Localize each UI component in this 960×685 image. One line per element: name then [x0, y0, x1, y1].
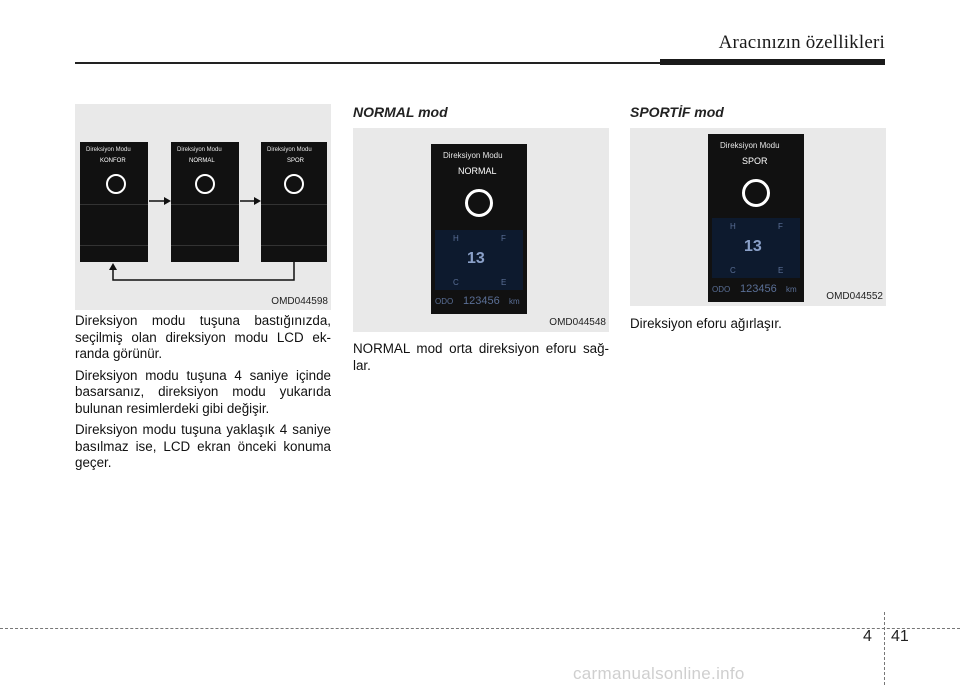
figure-mode-cycle — [75, 104, 331, 310]
odo-label: ODO — [712, 285, 731, 294]
lcd-title: Direksiyon Modu — [177, 147, 222, 153]
figure-code: OMD044598 — [271, 296, 328, 307]
lcd-screen — [708, 134, 804, 302]
normal-mode-text: NORMAL mod orta direksiyon eforu sağ-lar. — [353, 341, 609, 373]
col1-body — [75, 313, 331, 477]
lcd-title: Direksiyon Modu — [86, 147, 131, 153]
figure-sport-mode — [630, 128, 886, 306]
fuel-full-label: F — [501, 234, 506, 243]
header-bar — [660, 59, 885, 65]
chapter-number: 4 — [863, 628, 872, 645]
figure-code: OMD044552 — [826, 291, 883, 302]
steering-wheel-icon — [742, 179, 770, 207]
gear-indicator: 13 — [467, 250, 485, 267]
lcd-mode-label: NORMAL — [458, 166, 497, 176]
fuel-full-label: F — [778, 222, 783, 231]
odo-value: 123456 — [463, 295, 500, 307]
header-rule — [75, 62, 660, 64]
paragraph: Direksiyon modu tuşuna yaklaşık 4 saniye basılmaz ise, LCD ekran önceki konuma geçer. — [75, 422, 331, 470]
odo-unit: km — [509, 297, 520, 306]
page-header-title: Aracınızın özellikleri — [718, 32, 885, 53]
temp-high-label: H — [730, 222, 736, 231]
lcd-title: Direksiyon Modu — [443, 151, 503, 160]
temp-high-label: H — [453, 234, 459, 243]
odo-label: ODO — [435, 297, 454, 306]
lcd-mode-label: NORMAL — [189, 158, 215, 164]
mode-cycle-arrows — [75, 104, 331, 310]
footer-rule — [0, 628, 960, 629]
gear-indicator: 13 — [744, 238, 762, 255]
paragraph: Direksiyon modu tuşuna bastığınızda, seçilmiş olan direksiyon modu LCD ek-randa görünür. — [75, 313, 331, 361]
sport-mode-text: Direksiyon eforu ağırlaşır. — [630, 316, 782, 331]
footer-divider — [884, 612, 885, 685]
figure-code: OMD044548 — [549, 317, 606, 328]
lcd-mode-label: SPOR — [742, 156, 768, 166]
temp-cold-label: C — [453, 278, 459, 287]
temp-cold-label: C — [730, 266, 736, 275]
page-number: 41 — [891, 628, 909, 645]
lcd-mode-label: KONFOR — [100, 158, 126, 164]
figure-normal-mode — [353, 128, 609, 332]
steering-wheel-icon — [465, 189, 493, 217]
lcd-title: Direksiyon Modu — [267, 147, 312, 153]
sport-mode-heading: SPORTİF mod — [630, 104, 724, 120]
odo-unit: km — [786, 285, 797, 294]
fuel-empty-label: E — [778, 266, 784, 275]
paragraph: Direksiyon modu tuşuna 4 saniye içinde basarsanız, direksiyon modu yukarıda bulunan resimlerdeki gibi değişir. — [75, 367, 331, 416]
lcd-screen — [431, 144, 527, 314]
watermark: carmanualsonline.info — [573, 664, 745, 683]
fuel-empty-label: E — [501, 278, 507, 287]
lcd-mode-label: SPOR — [287, 158, 305, 164]
odo-value: 123456 — [740, 283, 777, 295]
lcd-title: Direksiyon Modu — [720, 141, 780, 150]
normal-mode-heading: NORMAL mod — [353, 104, 448, 120]
